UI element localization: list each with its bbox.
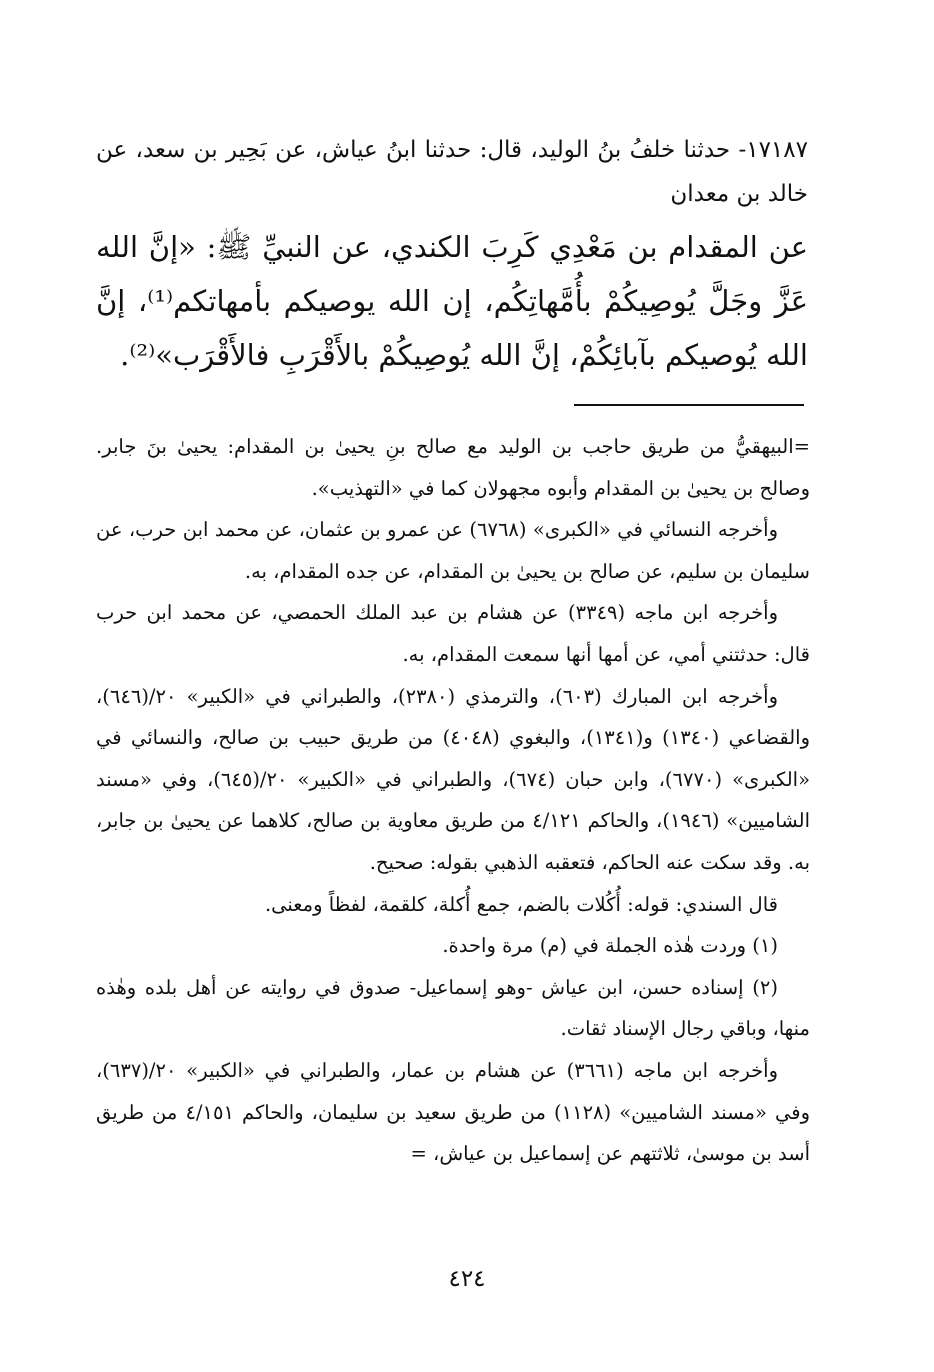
hadith-matn: عن المقدام بن مَعْدِي كَرِبَ الكندي، عن النبيِّ ﷺ: «إنَّ الله عَزَّ وجَلَّ يُوصِيكُمْ بأُمَّهاتِكُم، إن الله يوصيكم بأمهاتكم⁽¹⁾، إنَّ الله يُوصيكم بآبائِكُمْ، إنَّ الله يُوصِيكُمْ بالأَقْرَبِ فالأَقْرَب»⁽²⁾.	[96, 230, 808, 372]
footnote-separator	[574, 404, 804, 406]
footnotes	[96, 426, 810, 1175]
hadith-isnad: ١٧١٨٧- حدثنا خلفُ بنُ الوليد، قال: حدثنا ابنُ عياش، عن بَحِير بن سعد، عن خالد بن معدان	[96, 137, 808, 207]
page-number: ٤٢٤	[448, 1266, 486, 1292]
footnote-paragraph: قال السندي: قوله: أُكُلات بالضم، جمع أُكلة، كلقمة، لفظاً ومعنى.	[264, 892, 778, 916]
footnote-paragraph: وأخرجه ابن ماجه (٣٣٤٩) عن هشام بن عبد الملك الحمصي، عن محمد ابن حرب قال: حدثتني أمي، عن أمها أنها سمعت المقدام، به.	[96, 601, 810, 666]
footnote-paragraph: وأخرجه ابن المبارك (٦٠٣)، والترمذي (٢٣٨٠)، والطبراني في «الكبير» ٢٠/(٦٤٦)، والقضاعي (١٣٤٠) و(١٣٤١)، والبغوي (٤٠٤٨) من طريق حبيب بن صالح، والنسائي في «الكبرى» (٦٧٧٠)، وابن حبان (٦٧٤)، والطبراني في «الكبير» ٢٠/(٦٤٥)، وفي «مسند الشاميين» (١٩٤٦)، والحاكم ٤/١٢١ من طريق معاوية بن صالح، كلاهما عن يحيىٰ بن جابر، به. وقد سكت عنه الحاكم، فتعقبه الذهبي بقوله: صحيح.	[96, 684, 811, 874]
footnote-paragraph: =البيهقيُّ من طريق حاجب بن الوليد مع صالح بنِ يحيىٰ بن المقدام: يحيىٰ بنَ جابر. وصالح بن يحيىٰ بن المقدام وأبوه مجهولان كما في «التهذيب».	[96, 435, 810, 500]
footnote-paragraph: وأخرجه ابن ماجه (٣٦٦١) عن هشام بن عمار، والطبراني في «الكبير» ٢٠/(٦٣٧)، وفي «مسند الشاميين» (١١٢٨) من طريق سعيد بن سليمان، والحاكم ٤/١٥١ من طريق أسد بن موسىٰ، ثلاثتهم عن إسماعيل بن عياش، =	[96, 1058, 810, 1166]
footnote-1: (١) وردت هٰذه الجملة في (م) مرة واحدة.	[442, 934, 778, 958]
footnote-2: (٢) إسناده حسن، ابن عياش -وهو إسماعيل- صدوق في روايته عن أهل بلده وهٰذه منها، وباقي رجال الإسناد ثقات.	[96, 975, 810, 1041]
footnote-paragraph: وأخرجه النسائي في «الكبرى» (٦٧٦٨) عن عمرو بن عثمان، عن محمد ابن حرب، عن سليمان بن سليم، عن صالح بن يحيىٰ بن المقدام، عن جده المقدام، به.	[96, 518, 810, 583]
